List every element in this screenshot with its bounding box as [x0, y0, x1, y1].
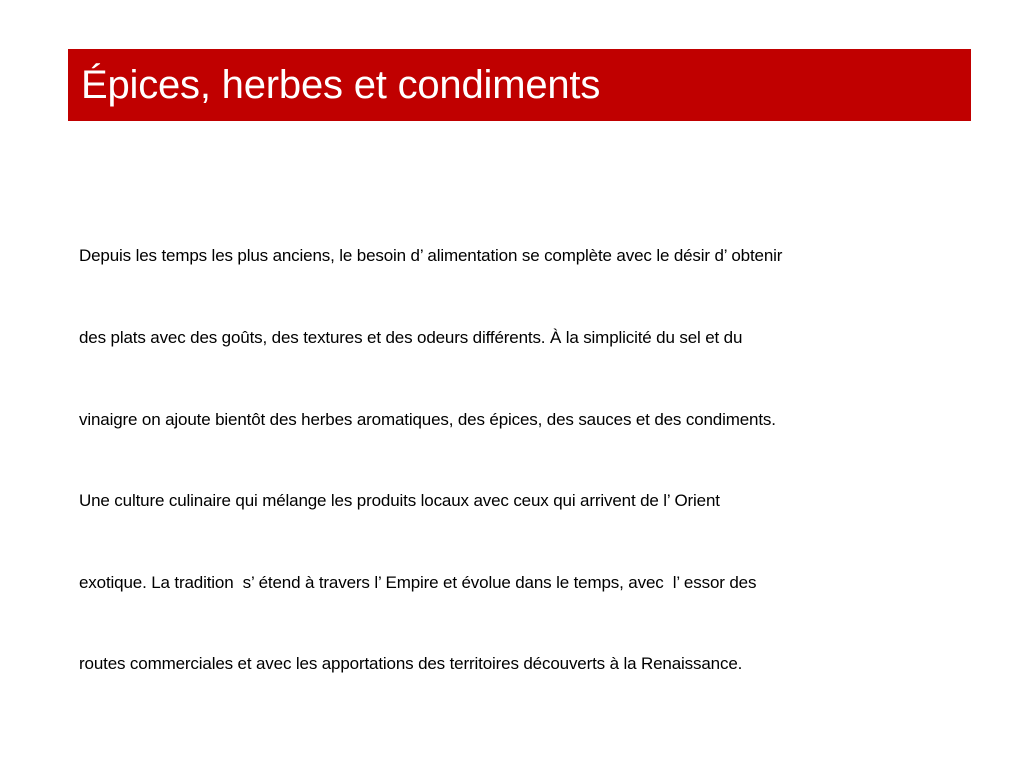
body-line: routes commerciales et avec les apportations des territoires découverts à la Renaissance. [79, 654, 743, 674]
body-line: vinaigre on ajoute bientôt des herbes aromatiques, des épices, des sauces et des condiments. [79, 409, 776, 429]
body-line: exotique. La tradition s’ étend à travers l’ Empire et évolue dans le temps, avec l’ essor des [79, 572, 757, 592]
body-paragraph [79, 188, 959, 732]
slide-title: Épices, herbes et condiments [81, 63, 601, 107]
title-bar [68, 49, 971, 121]
body-line: Depuis les temps les plus anciens, le besoin d’ alimentation se complète avec le désir d’ obtenir [79, 246, 783, 266]
body-line: des plats avec des goûts, des textures et des odeurs différents. À la simplicité du sel et du [79, 328, 743, 348]
body-line: Une culture culinaire qui mélange les produits locaux avec ceux qui arrivent de l’ Orient [79, 491, 720, 511]
